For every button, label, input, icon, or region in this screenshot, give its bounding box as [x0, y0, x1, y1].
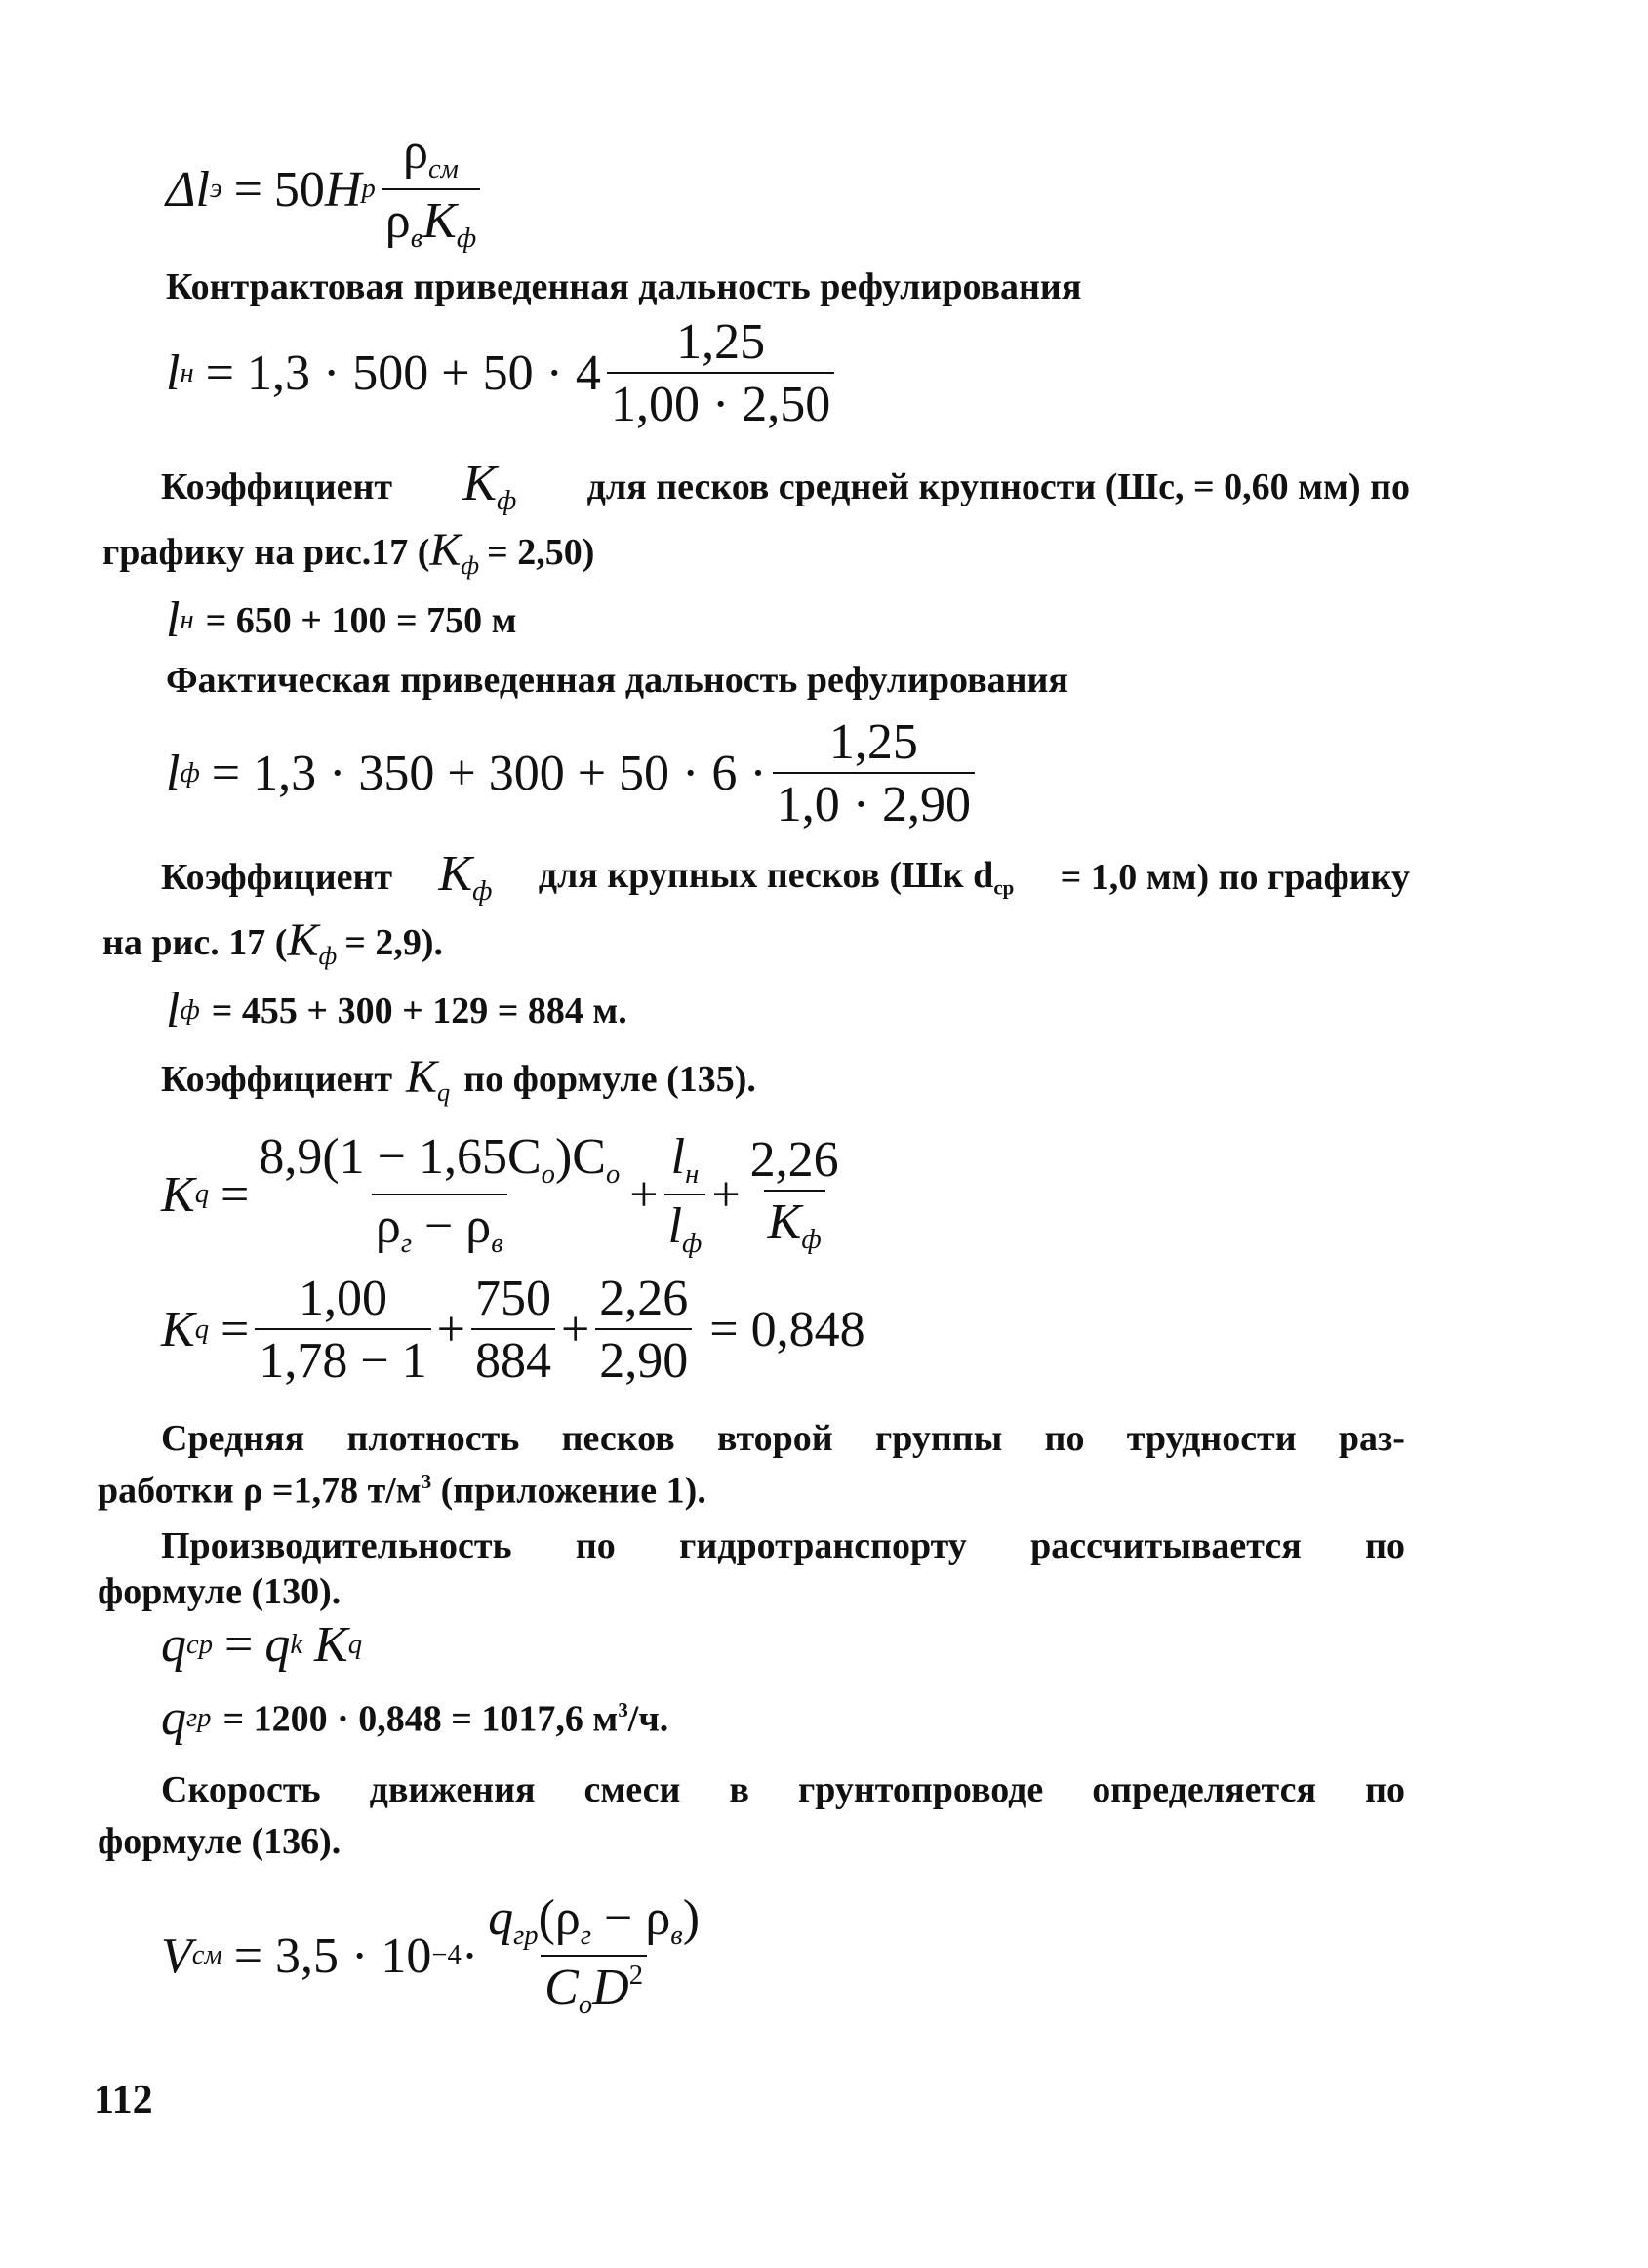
formula-numerator: 1,25	[676, 314, 766, 370]
paragraph-productivity-line1	[161, 1527, 1405, 1564]
text-phrase: графику на рис.17 (	[102, 532, 430, 574]
formula-subscript: ф	[801, 1225, 822, 1256]
formula-subscript: q	[194, 1314, 209, 1345]
formula-symbol: − ρ	[411, 1197, 492, 1254]
formula-subscript: о	[605, 1159, 621, 1190]
formula-ln-result	[166, 592, 517, 648]
formula-symbol: K	[422, 192, 457, 249]
text-word: плотность	[346, 1418, 520, 1459]
page-number: 112	[94, 2078, 153, 2123]
formula-symbol: K	[767, 1195, 802, 1251]
text-word: грунтопроводе	[797, 1769, 1044, 1810]
formula-superscript: 3	[618, 1697, 628, 1721]
formula-symbol: q	[161, 1690, 186, 1746]
formula-symbol: K	[406, 1051, 438, 1103]
formula-denominator: 1,0 · 2,90	[773, 772, 975, 830]
formula-subscript: н	[180, 357, 194, 388]
text-word: движения	[369, 1769, 536, 1810]
formula-numerator: 8,9(1 − 1,65C	[259, 1129, 542, 1185]
formula-denominator: 884	[471, 1328, 555, 1387]
formula-expression: = 1,3 · 500 + 50 · 4	[205, 345, 601, 401]
paragraph-productivity-line2: формуле (130).	[98, 1571, 342, 1612]
formula-fraction	[255, 1129, 623, 1259]
formula-subscript: гр	[186, 1702, 212, 1733]
formula-subscript: р	[361, 174, 376, 205]
text-phrase: = 2,50)	[487, 532, 595, 574]
formula-fraction	[484, 1890, 703, 2020]
formula-symbol: l	[667, 1197, 683, 1254]
text-phrase: по формуле (135).	[463, 1059, 756, 1101]
formula-expression: = 1,3 · 350 + 300 + 50 · 6 ·	[211, 746, 767, 801]
formula-symbol: l	[166, 983, 181, 1038]
heading-actual-distance: Фактическая приведенная дальность рефулирования	[166, 660, 1068, 701]
formula-subscript: q	[437, 1077, 451, 1108]
formula-lf-result	[166, 983, 627, 1038]
paragraph-kf1-line2	[102, 524, 595, 581]
formula-subscript: ф	[180, 757, 200, 789]
text-word: смеси	[583, 1769, 681, 1810]
text-phrase: = 1,0 мм) по графику	[1060, 857, 1410, 899]
text-superscript: 3	[421, 1470, 432, 1493]
formula-expression: = 3,5 · 10	[233, 1927, 432, 1984]
formula-numerator: 1,25	[828, 714, 918, 770]
formula-subscript: ф	[456, 223, 477, 254]
formula-symbol: K	[314, 1617, 348, 1673]
formula-symbol: q	[161, 1617, 186, 1673]
paragraph-kf2-line1	[161, 846, 1410, 907]
text-word: второй	[716, 1418, 833, 1459]
formula-symbol: K	[161, 1302, 195, 1357]
text-word: рассчитывается	[1030, 1525, 1302, 1566]
formula-symbol: ρ	[375, 1197, 401, 1254]
formula-equals: =	[233, 161, 262, 218]
formula-symbol: K	[438, 846, 473, 902]
formula-numerator: 2,26	[599, 1271, 689, 1326]
text-word: группы	[874, 1418, 1003, 1459]
text-word: Средняя	[161, 1418, 305, 1459]
formula-subscript: н	[180, 604, 194, 635]
formula-fraction	[664, 1129, 706, 1259]
formula-fraction	[746, 1132, 843, 1256]
text-word: Скорость	[161, 1769, 321, 1810]
formula-symbol: ρ	[403, 124, 428, 180]
formula-denominator: 1,78 − 1	[255, 1328, 430, 1387]
formula-symbol: C	[544, 1959, 579, 2015]
formula-delta-l	[166, 124, 486, 254]
formula-fraction	[607, 314, 834, 432]
text-word: Коэффициент	[161, 466, 393, 508]
formula-symbol: (ρ	[538, 1890, 581, 1946]
text-phrase: для песков средней крупности (Шс, = 0,60 мм) по	[586, 466, 1410, 508]
formula-expression: = 650 + 100 = 750 м	[205, 600, 517, 641]
formula-numerator: 750	[474, 1271, 551, 1326]
paragraph-speed-line2: формуле (136).	[98, 1821, 342, 1862]
text-word: Коэффициент	[161, 857, 393, 899]
text-subscript: ср	[993, 875, 1015, 900]
formula-subscript: ф	[180, 994, 200, 1026]
text-phrase: (приложение 1).	[431, 1470, 706, 1512]
formula-subscript: ф	[318, 941, 338, 971]
formula-fraction	[382, 124, 480, 254]
formula-numerator: 1,00	[298, 1271, 387, 1326]
formula-symbol: D	[592, 1959, 629, 2015]
formula-subscript: г	[400, 1228, 412, 1259]
formula-symbol: H	[324, 161, 362, 218]
formula-symbol: q	[264, 1617, 291, 1673]
text-word: по	[1365, 1769, 1405, 1810]
text-word: гидротранспорту	[679, 1525, 967, 1566]
formula-symbol: K	[161, 1166, 195, 1223]
formula-lf	[166, 714, 981, 832]
formula-kq-numeric: K q = $\frac{1,00}{1,78 - 1}$ + $\frac{750}{884}$ + $\frac{2,26}{2,90}$ = 0,848	[161, 1271, 865, 1389]
formula-subscript: см	[427, 154, 459, 184]
formula-qgr	[161, 1690, 669, 1746]
formula-subscript: см	[191, 1940, 222, 1971]
formula-fraction	[471, 1271, 555, 1389]
formula-subscript: г	[580, 1921, 592, 1951]
formula-symbol: K	[462, 456, 498, 511]
formula-fraction	[773, 714, 975, 832]
text-word: по	[575, 1525, 616, 1566]
text-word: трудности	[1126, 1418, 1297, 1459]
formula-subscript: о	[541, 1159, 555, 1190]
paragraph-kq	[161, 1051, 756, 1108]
text-word: Коэффициент	[161, 1059, 393, 1101]
formula-subscript: k	[290, 1629, 303, 1660]
formula-denominator: 1,00 · 2,50	[607, 372, 834, 430]
text-word: по	[1365, 1525, 1405, 1566]
formula-expression: = 1200 · 0,848 = 1017,6 м	[222, 1698, 619, 1740]
formula-subscript: э	[209, 174, 222, 205]
formula-fraction	[255, 1271, 430, 1389]
formula-symbol: K	[429, 524, 462, 576]
formula-symbol: )	[682, 1890, 701, 1946]
formula-subscript: ср	[186, 1629, 213, 1660]
text-word: в	[729, 1769, 749, 1810]
text-word: песков	[561, 1418, 675, 1459]
text-word: определяется	[1092, 1769, 1317, 1810]
formula-superscript: −4	[431, 1940, 462, 1971]
formula-symbol: V	[161, 1927, 192, 1984]
formula-subscript: ф	[472, 876, 493, 907]
paragraph-density-line2	[98, 1472, 706, 1510]
paragraph-density-line1	[161, 1420, 1405, 1457]
formula-ln	[166, 314, 840, 432]
formula-symbol: l	[166, 592, 181, 648]
formula-qcp	[161, 1617, 363, 1673]
text-word: раз-	[1338, 1418, 1405, 1459]
formula-subscript: q	[347, 1629, 363, 1660]
formula-coefficient: 50	[273, 161, 325, 218]
formula-subscript: ф	[682, 1228, 703, 1259]
formula-subscript: ф	[461, 550, 480, 581]
formula-equals: =	[224, 1617, 254, 1673]
formula-subscript: ф	[497, 486, 517, 516]
text-phrase: работки ρ =1,78 т/м	[98, 1470, 422, 1512]
formula-result: = 0,848	[709, 1302, 865, 1357]
formula-symbol: l	[670, 1129, 686, 1185]
formula-v	[161, 1890, 709, 2020]
text-phrase: = 2,9).	[344, 922, 444, 964]
formula-symbol: l	[166, 746, 181, 801]
formula-symbol: q	[488, 1890, 514, 1946]
formula-symbol: − ρ	[591, 1890, 671, 1946]
text-word: Производительность	[161, 1525, 512, 1566]
formula-denominator: 2,90	[595, 1328, 692, 1387]
text-phrase: на рис. 17 (	[102, 922, 288, 964]
text-word: по	[1044, 1418, 1085, 1459]
formula-subscript: гр	[513, 1921, 539, 1951]
formula-symbol: Δl	[166, 161, 210, 218]
formula-fraction	[595, 1271, 692, 1389]
formula-symbol: l	[166, 345, 181, 401]
formula-subscript: в	[491, 1228, 503, 1259]
heading-contract-distance: Контрактовая приведенная дальность рефулирования	[166, 266, 1082, 307]
paragraph-kf1-line1	[161, 456, 1410, 516]
formula-subscript: в	[410, 223, 423, 254]
formula-expression: /ч.	[627, 1698, 669, 1740]
formula-superscript: 2	[628, 1960, 644, 1991]
formula-subscript: о	[578, 1989, 593, 2020]
text-phrase: для крупных песков (Шк d	[538, 855, 994, 897]
formula-expression: = 455 + 300 + 129 = 884 м.	[211, 991, 627, 1032]
formula-symbol: K	[287, 914, 319, 966]
paragraph-speed-line1	[161, 1771, 1405, 1808]
formula-symbol: ρ	[384, 192, 411, 249]
formula-kq: K q = $\frac{8,9(1 - 1,65C_о)C_о}{\rho_г - \rho_в}$ + $\frac{l_н}{l_ф}$ + $\frac{2,26}{K_ф}$	[161, 1132, 849, 1258]
formula-expression: ·	[461, 1927, 479, 1984]
formula-numerator: )C	[554, 1129, 606, 1185]
formula-subscript: в	[670, 1921, 683, 1951]
formula-subscript: q	[194, 1179, 209, 1210]
paragraph-kf2-line2	[102, 914, 444, 971]
formula-numerator: 2,26	[749, 1132, 839, 1189]
formula-subscript: н	[685, 1159, 700, 1190]
